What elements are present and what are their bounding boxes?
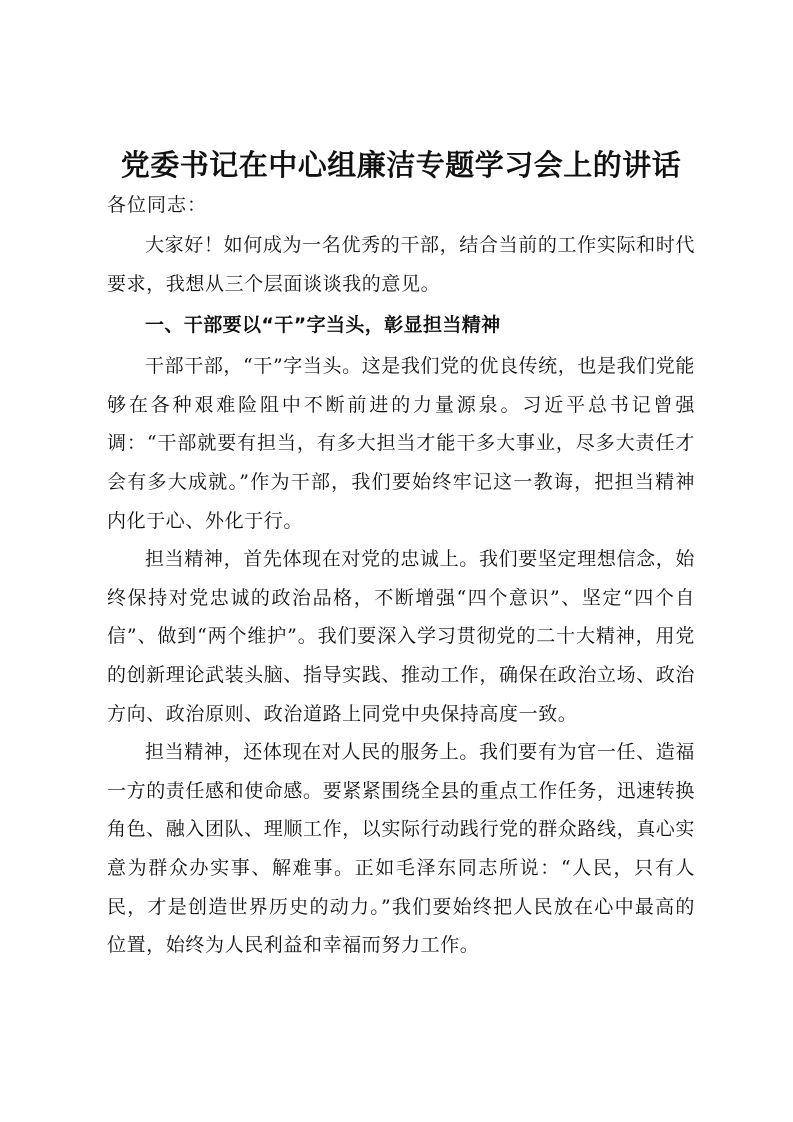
intro-paragraph: 大家好！如何成为一名优秀的干部，结合当前的工作实际和时代要求，我想从三个层面谈谈我的意见。 [107, 234, 695, 295]
body-paragraph-1: 干部干部，“干”字当头。这是我们党的优良传统，也是我们党能够在各种艰难险阻中不断前进的力量源泉。习近平总书记曾强调：“干部就要有担当，有多大担当才能干多大事业，尽多大责任才会有多大成就。”作为干部，我们要始终牢记这一教诲，把担当精神内化于心、外化于行。 [107, 355, 695, 532]
section-heading-1: 一、干部要以“干”字当头，彰显担当精神 [145, 314, 501, 337]
salutation: 各位同志： [107, 194, 208, 216]
body-paragraph-2: 担当精神，首先体现在对党的忠诚上。我们要坚定理想信念，始终保持对党忠诚的政治品格，不断增强“四个意识”、坚定“四个自信”、做到“两个维护”。我们要深入学习贯彻党的二十大精神，用党的创新理论武装头脑、指导实践、推动工作，确保在政治立场、政治方向、政治原则、政治道路上同党中央保持高度一致。 [107, 548, 696, 725]
document-body [107, 144, 695, 965]
body-paragraph-3: 担当精神，还体现在对人民的服务上。我们要有为官一任、造福一方的责任感和使命感。要紧紧围绕全县的重点工作任务，迅速转换角色、融入团队、理顺工作，以实际行动践行党的群众路线，真心实意为群众办实事、解难事。正如毛泽东同志所说：“人民，只有人民，才是创造世界历史的动力。”我们要始终把人民放在心中最高的位置，始终为人民利益和幸福而努力工作。 [107, 741, 696, 957]
document-title: 党委书记在中心组廉洁专题学习会上的讲话 [120, 148, 682, 182]
